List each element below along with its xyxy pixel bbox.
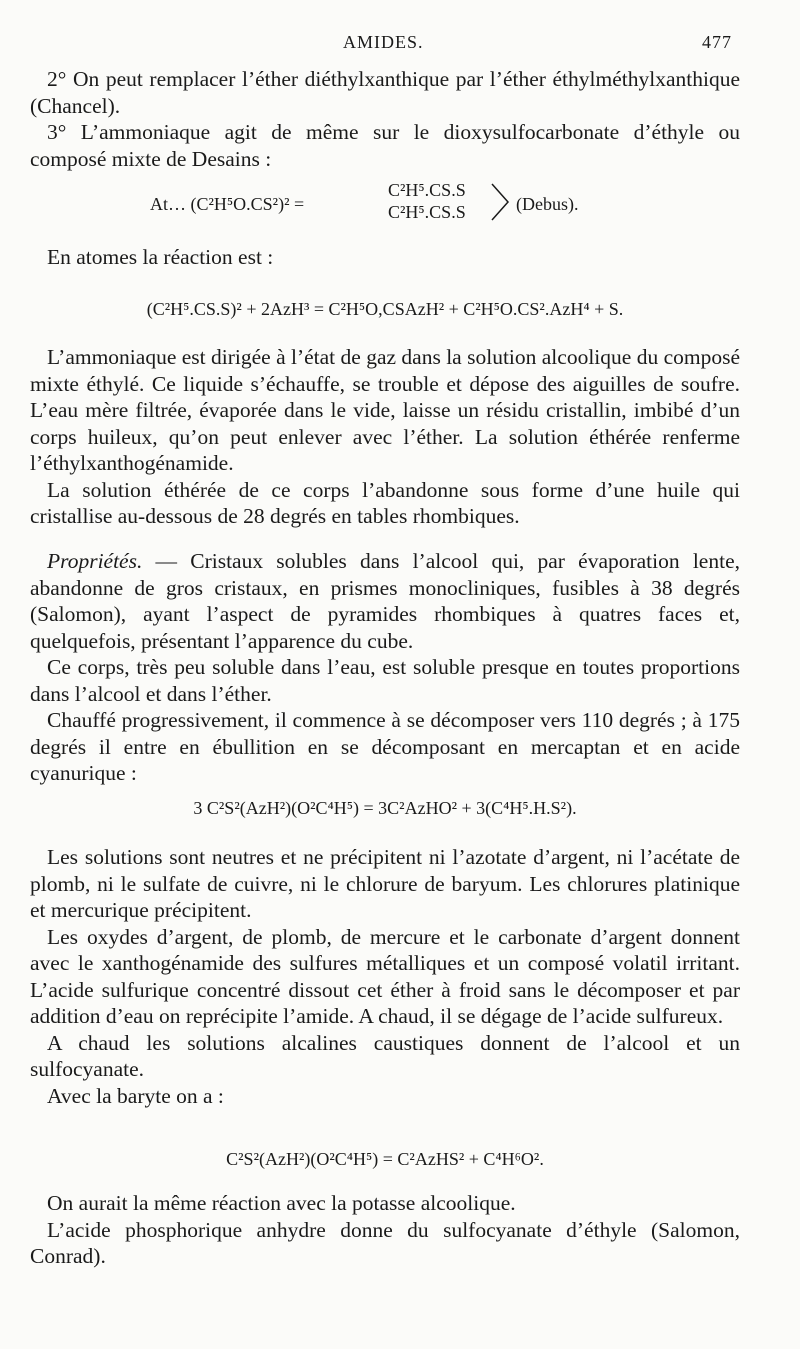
section-label: Propriétés. <box>47 549 143 573</box>
paragraph-9: Les solutions sont neutres et ne précipitent ni l’azotate d’argent, ni l’acétate de plomb, ni le sulfate de cuivre, ni le chlorure de baryum. Les chlorures platinique et mercurique précipitent. <box>30 845 740 922</box>
paragraph-7: Ce corps, très peu soluble dans l’eau, est soluble presque en toutes proportions dans l’alcool et dans l’éther. <box>30 655 740 706</box>
running-header <box>0 32 800 58</box>
paragraph-2: 3° L’ammoniaque agit de même sur le dioxysulfocarbonate d’éthyle ou composé mixte de Desains : <box>30 120 740 171</box>
angle-brace-icon <box>490 182 510 222</box>
paragraph-1: 2° On peut remplacer l’éther diéthylxanthique par l’éther éthylméthylxanthique (Chancel). <box>30 67 740 118</box>
paragraph-11: A chaud les solutions alcalines caustiques donnent de l’alcool et un sulfocyanate. <box>30 1030 740 1081</box>
paragraph-6 <box>30 548 740 654</box>
paragraph-3: En atomes la réaction est : <box>47 245 274 269</box>
equation-lhs: At… (C²H⁵O.CS²)² = <box>150 194 305 214</box>
text-block-end <box>30 1190 740 1270</box>
paragraph-12: Avec la baryte on a : <box>47 1083 224 1108</box>
equation-bottom-term: C²H⁵.CS.S <box>388 202 466 222</box>
equation-block-4 <box>30 1146 740 1173</box>
text-block-top <box>30 66 740 172</box>
text-block-reaction <box>30 244 740 271</box>
equation-author: (Debus). <box>516 194 579 214</box>
paragraph-14: L’acide phosphorique anhydre donne du sulfocyanate d’éthyle (Salomon, Conrad). <box>30 1217 740 1268</box>
equation-atoms: (C²H⁵.CS.S)² + 2AzH³ = C²H⁵O,CSAzH² + C²H⁵O.CS².AzH⁴ + S. <box>146 299 624 319</box>
equation-baryte: C²S²(AzH²)(O²C⁴H⁵) = C²AzHS² + C⁴H⁶O². <box>226 1149 544 1169</box>
equation-block-3 <box>30 795 740 822</box>
chapter-title: AMIDES. <box>343 32 424 52</box>
page-number: 477 <box>702 32 732 52</box>
text-block-properties <box>30 548 740 787</box>
equation-block-2 <box>30 296 740 323</box>
paragraph-8: Chauffé progressivement, il commence à se décomposer vers 110 degrés ; à 175 degrés il entre en ébullition en se décomposant en mercaptan et en acide cyanurique : <box>30 708 740 785</box>
equation-debus <box>150 180 710 230</box>
paragraph-10: Les oxydes d’argent, de plomb, de mercure et le carbonate d’argent donnent avec le xanthogénamide des sulfures métalliques et un composé volatil irritant. L’acide sulfurique concentré dissout cet éther à froid sans le décomposer et par addition d’eau on reprécipite l’amide. A chaud, il se dégage de l’acide sulfureux. <box>30 924 740 1028</box>
text-block-solutions <box>30 844 740 1109</box>
paragraph-5: La solution éthérée de ce corps l’abandonne sous forme d’une huile qui cristallise au-dessous de 28 degrés en tables rhombiques. <box>30 477 740 528</box>
equation-top-term: C²H⁵.CS.S <box>388 180 466 200</box>
paragraph-13: On aurait la même réaction avec la potasse alcoolique. <box>47 1191 516 1215</box>
paragraph-6-text: — Cristaux solubles dans l’alcool qui, par évaporation lente, abandonne de gros cristaux, en prismes monocliniques, fusibles à 38 degrés (Salomon), ayant l’aspect de pyramides rhombiques à quatres faces et, quelquefois, présentant l’apparence du cube. <box>30 549 740 653</box>
paragraph-4: L’ammoniaque est dirigée à l’état de gaz dans la solution alcoolique du composé mixte éthylé. Ce liquide s’échauffe, se trouble et dépose des aiguilles de soufre. L’eau mère filtrée, évaporée dans le vide, laisse un résidu cristallin, imbibé d’un corps huileux, qu’on peut enlever avec l’éther. La solution éthérée renferme l’éthylxanthogénamide. <box>30 345 740 475</box>
equation-decomposition: 3 C²S²(AzH²)(O²C⁴H⁵) = 3C²AzHO² + 3(C⁴H⁵.H.S²). <box>193 798 577 818</box>
text-block-main <box>30 344 740 530</box>
